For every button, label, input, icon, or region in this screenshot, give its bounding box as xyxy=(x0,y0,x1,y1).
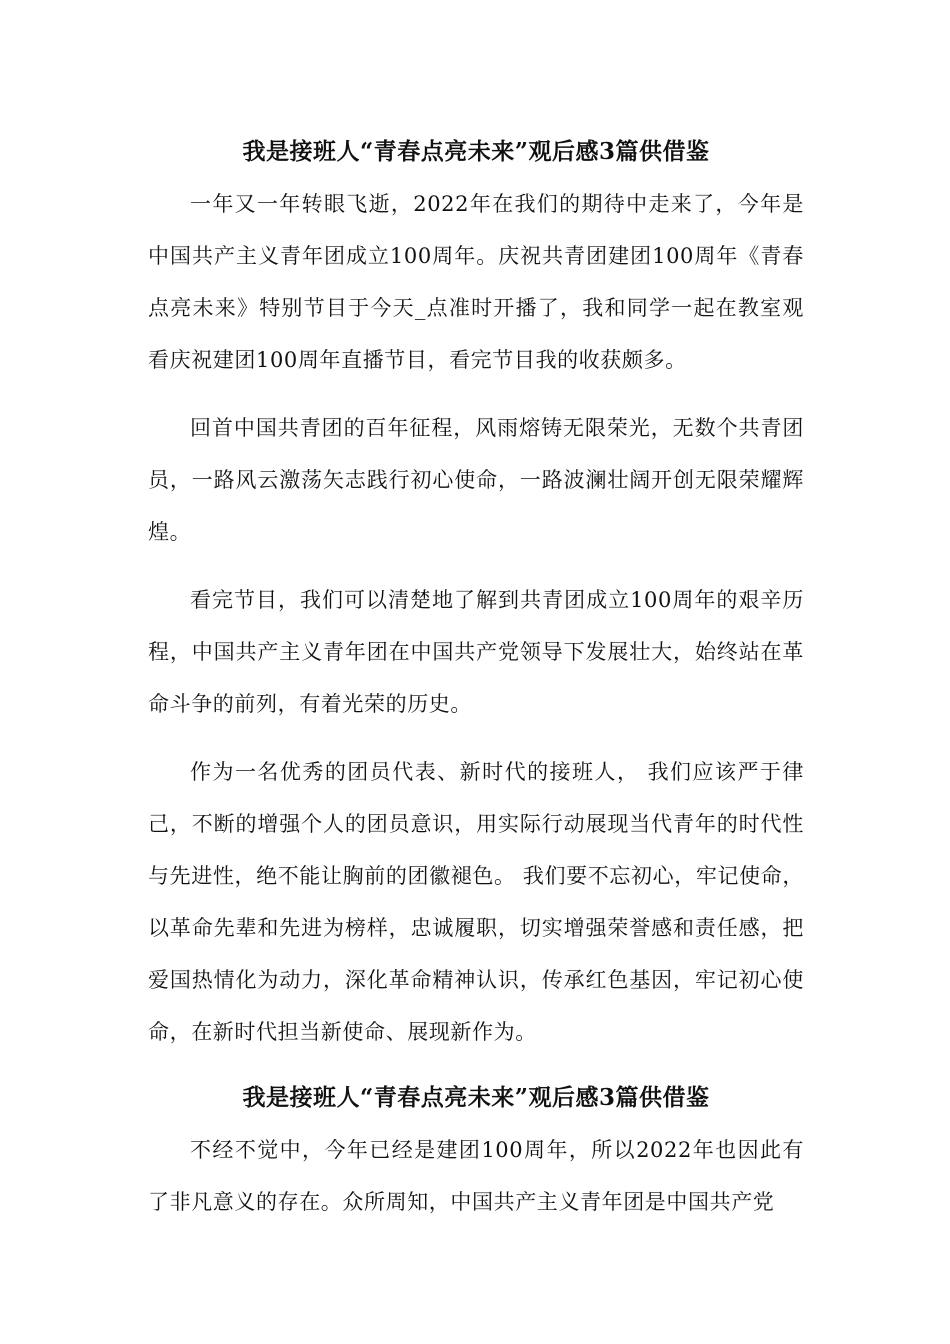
document-body xyxy=(148,128,804,1228)
section-2-paragraph-1: 不经不觉中，今年已经是建团100周年，所以2022年也因此有了非凡意义的存在。众所周知，中国共产主义青年团是中国共产党 xyxy=(148,1138,804,1214)
section-1-paragraph-4: 作为一名优秀的团员代表、新时代的接班人， 我们应该严于律己，不断的增强个人的团员意识，用实际行动展现当代青年的时代性与先进性，绝不能让胸前的团徽褪色。 我们要不忘初心，牢记使命，以革命先辈和先进为榜样，忠诚履职，切实增强荣誉感和责任感，把爱国热情化为动力，深化革命精神认识，传承红色基因，牢记初心使命，在新时代担当新使命、展现新作为。 xyxy=(148,760,804,1044)
section-1-paragraph-2: 回首中国共青团的百年征程，风雨熔铸无限荣光，无数个共青团员，一路风云激荡矢志践行初心使命，一路波澜壮阔开创无限荣耀辉煌。 xyxy=(148,416,804,544)
section-1-paragraph-3: 看完节目，我们可以清楚地了解到共青团成立100周年的艰辛历程，中国共产主义青年团在中国共产党领导下发展壮大，始终站在革命斗争的前列，有着光荣的历史。 xyxy=(148,588,804,716)
section-1-paragraph-1: 一年又一年转眼飞逝，2022年在我们的期待中走来了，今年是中国共产主义青年团成立100周年。庆祝共青团建团100周年《青春点亮未来》特别节目于今天_点准时开播了，我和同学一起在教室观看庆祝建团100周年直播节目，看完节目我的收获颇多。 xyxy=(148,192,804,372)
section-title-2: 我是接班人“青春点亮未来”观后感3篇供借鉴 xyxy=(242,1084,710,1111)
section-title-1: 我是接班人“青春点亮未来”观后感3篇供借鉴 xyxy=(242,138,710,165)
